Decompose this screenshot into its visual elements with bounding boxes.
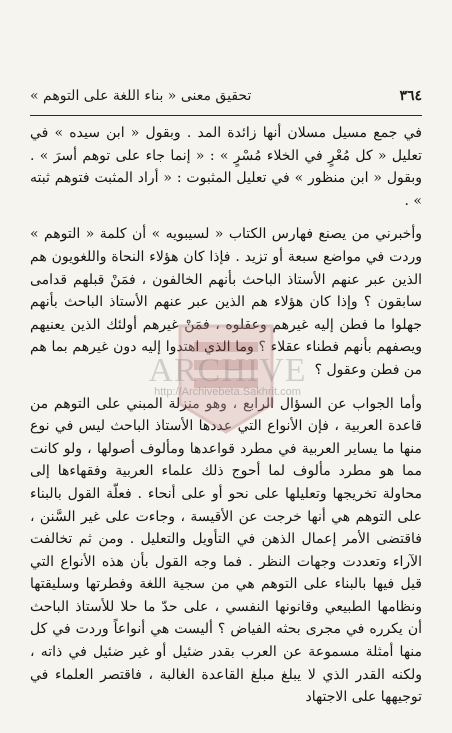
page-header (30, 88, 422, 110)
running-title: تحقيق معنى « بناء اللغة على التوهم » (30, 88, 252, 104)
paragraph-gap (30, 382, 422, 393)
paragraph-1: في جمع مسيل مسلان أنها زائدة المد . وبقول « ابن سيده » في تعليل « كل مُعْرٍ في الخلاء مُسْرٍ » : « إنما جاء على توهم أسرَ » . وبقول « ابن منظور » في تعليل المثبوت : « أراد المثبت فتوهم ثبته » . (30, 125, 422, 209)
page-number: ٣٦٤ (399, 88, 422, 104)
paragraph-gap (30, 212, 422, 223)
body-text (30, 122, 422, 725)
watermark-logo: ARCHIVE (148, 352, 307, 389)
paragraph-2: وأخبرني من يصنع فهارس الكتاب « لسيبويه » أن كلمة « التوهم » وردت في مواضع سبعة أو تزيد . فإذا كان هؤلاء النحاة واللغويون هم الذين عبر عنهم الأستاذ الباحث بأنهم الخالفون ، فمَنْ قبلهم قدامى سابقون ؟ وإذا كان هؤلاء هم الذين عبر عنهم الأستاذ الباحث بأنهم جهلوا ما فطن إليه غيرهم وعقلوه ، فمَنْ غيرهم أولئك الذين يعنيهم ويصفهم بأنهم فطناء عقلاء ؟ وما الذي اهتدوا إليه دون غيرهم بما هم من فطن وعقول ؟ (30, 226, 422, 378)
paragraph-3: وأما الجواب عن السؤال الرابع ، وهو منزلة المبني على التوهم من قاعدة العربية ، فإن الأنواع التي عددها الأستاذ الباحث ليس في نوع منها ما يساير العربية في مطرد قواعدها ومألوف أصولها ، ولو كانت مما هو مطرد مألوف لما أحوج ذلك علماء العربية وفقهاءها إلى محاولة تخريجها وتعليلها على نحو أو على أنحاء . فعلّة القول بالبناء على التوهم هي أنها خرجت عن الأقيسة ، وجاءت على غير السَّنن ، فاقتضى الأمر إعمال الذهن في التأويل والتعليل . ومن ثم تخالفت الآراء وتعددت وجهات النظر . فما وجه القول بأن هذه الأنواع التي قيل فيها بالبناء على التوهم هي من سجية اللغة وفطرتها وسليقتها ونظامها الطبيعي وقانونها النفسي ، على حدّ ما حلا للأستاذ الباحث أن يكرره في مجرى بحثه الفياض ؟ أليست هي أنواعاً وردت في كل منها أمثلة مسموعة عن العرب بقدر ضئيل أو غير ضئيل في ذاته ، ولكنه القدر الذي لا يبلغ مبلغ القاعدة الغالبة ، فاقتصر العلماء في توجيهها على الاجتهاد (30, 395, 422, 706)
header-rule (30, 115, 422, 116)
watermark-url: http://Archivebeta.Sakhrit.com (154, 386, 301, 398)
